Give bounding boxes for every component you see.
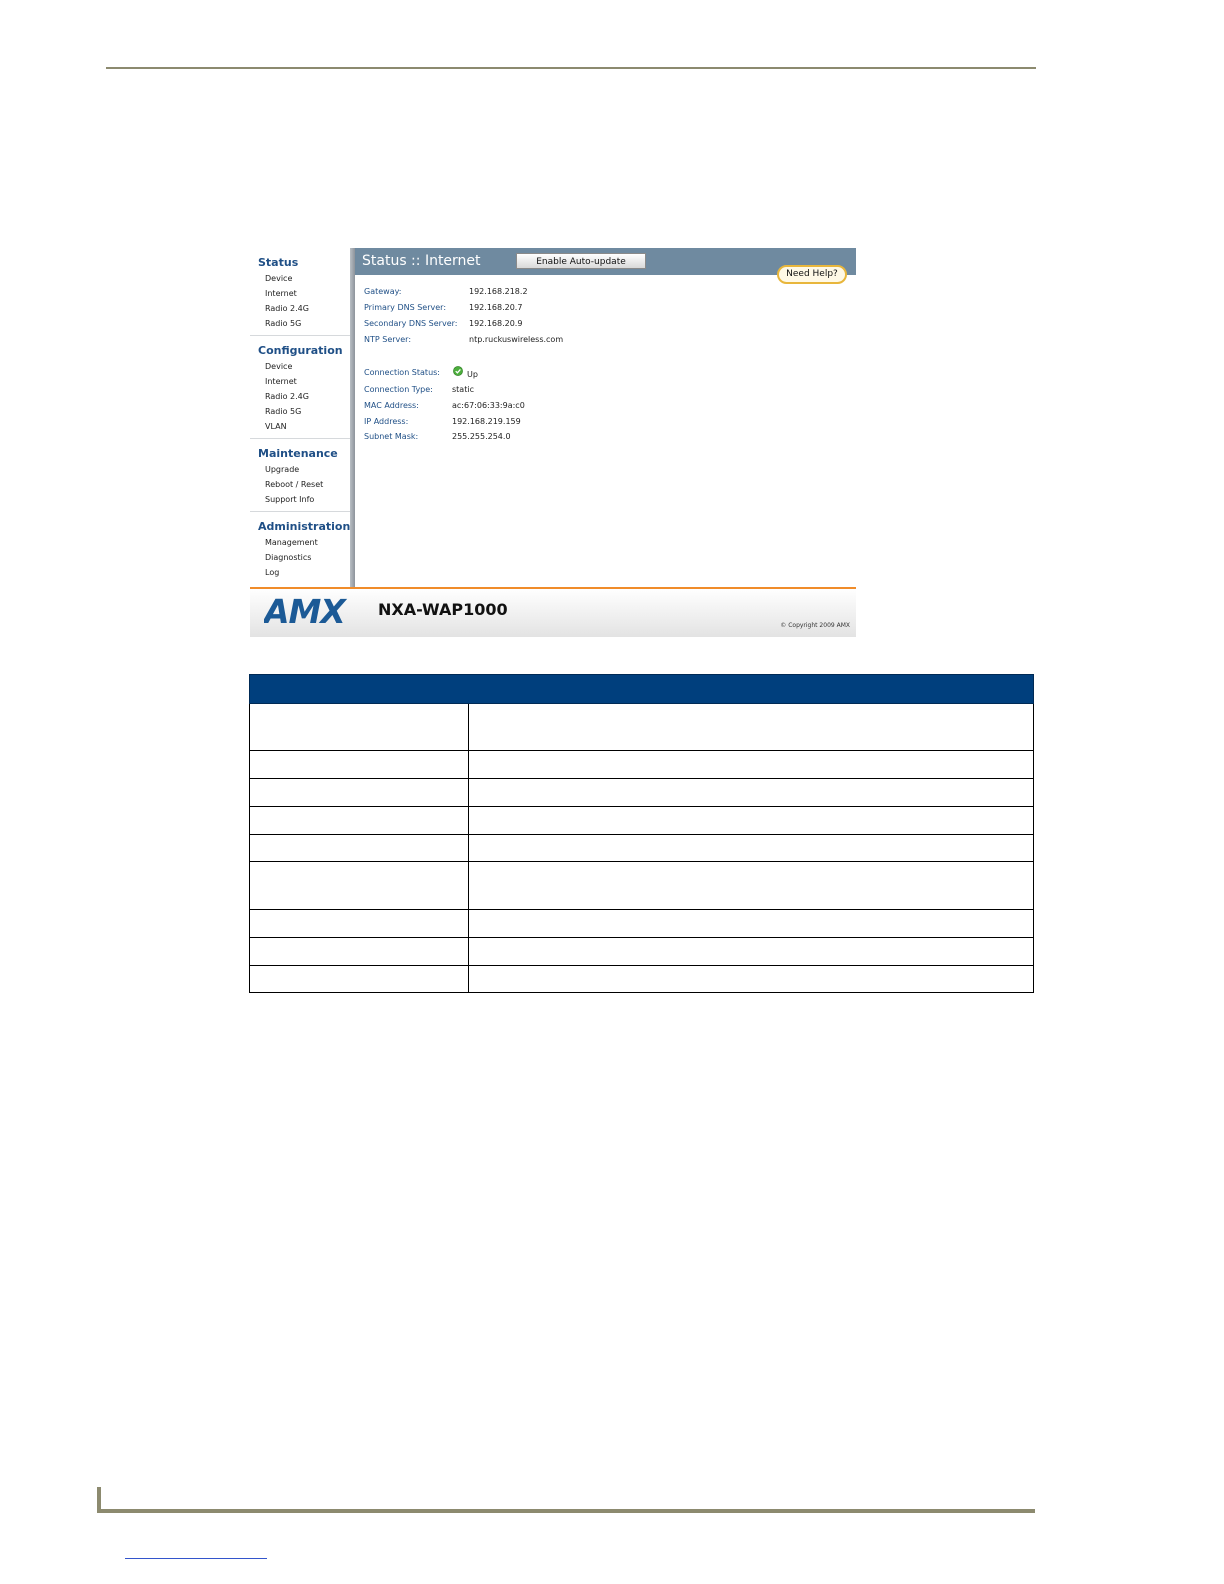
- table-row: [249, 938, 1034, 966]
- device-model: NXA-WAP1000: [378, 600, 508, 619]
- ip-address-label: IP Address:: [364, 417, 409, 426]
- connection-status-label: Connection Status:: [364, 368, 440, 377]
- footer-link-underline[interactable]: [125, 1558, 267, 1559]
- table-header: [249, 674, 1034, 704]
- nav-item-upgrade[interactable]: Upgrade: [265, 465, 300, 474]
- page-header-rule: [106, 67, 1036, 69]
- table-row: [249, 862, 1034, 910]
- nav-item-config-radio-24g[interactable]: Radio 2.4G: [265, 392, 309, 401]
- page-footer-rule: [97, 1509, 1035, 1513]
- secondary-dns-label: Secondary DNS Server:: [364, 319, 458, 328]
- connection-status-value: Up: [467, 370, 478, 379]
- nav-item-config-device[interactable]: Device: [265, 362, 293, 371]
- gateway-value: 192.168.218.2: [469, 287, 528, 296]
- subnet-mask-value: 255.255.254.0: [452, 432, 511, 441]
- nav-heading-configuration[interactable]: Configuration: [258, 344, 343, 357]
- nav-divider: [250, 335, 350, 336]
- secondary-dns-value: 192.168.20.9: [469, 319, 523, 328]
- ip-address-value: 192.168.219.159: [452, 417, 521, 426]
- ui-footer: [250, 589, 856, 637]
- nav-group-status: [258, 255, 309, 331]
- primary-dns-value: 192.168.20.7: [469, 303, 523, 312]
- table-row: [249, 704, 1034, 751]
- nav-item-log[interactable]: Log: [265, 568, 280, 577]
- nav-heading-administration[interactable]: Administration: [258, 520, 351, 533]
- mac-address-label: MAC Address:: [364, 401, 419, 410]
- nav-item-status-radio-24g[interactable]: Radio 2.4G: [265, 304, 309, 313]
- mac-address-value: ac:67:06:33:9a:c0: [452, 401, 525, 410]
- nav-item-status-internet[interactable]: Internet: [265, 289, 297, 298]
- nav-item-config-radio-5g[interactable]: Radio 5G: [265, 407, 302, 416]
- amx-logo: [264, 594, 368, 628]
- ntp-server-label: NTP Server:: [364, 335, 412, 344]
- connection-type-label: Connection Type:: [364, 385, 433, 394]
- nav-heading-maintenance[interactable]: Maintenance: [258, 447, 338, 460]
- nav-item-config-vlan[interactable]: VLAN: [265, 422, 287, 431]
- table-row: [249, 779, 1034, 807]
- table-row: [249, 751, 1034, 779]
- page-title: Status :: Internet: [362, 253, 481, 269]
- nav-item-diagnostics[interactable]: Diagnostics: [265, 553, 312, 562]
- nav-item-status-device[interactable]: Device: [265, 274, 293, 283]
- amx-logo-text: AMX: [264, 594, 345, 628]
- copyright-text: © Copyright 2009 AMX: [780, 622, 850, 629]
- gateway-label: Gateway:: [364, 287, 402, 296]
- nav-item-support-info[interactable]: Support Info: [265, 495, 315, 504]
- table-row: [249, 910, 1034, 938]
- nav-divider: [250, 511, 350, 512]
- status-ok-icon: [453, 366, 463, 376]
- content-panel: [355, 248, 856, 589]
- nav-heading-status[interactable]: Status: [258, 256, 299, 269]
- nav-item-reboot-reset[interactable]: Reboot / Reset: [265, 480, 324, 489]
- nav-group-maintenance: [258, 446, 338, 507]
- nav-item-status-radio-5g[interactable]: Radio 5G: [265, 319, 302, 328]
- nav-item-management[interactable]: Management: [265, 538, 318, 547]
- need-help-button[interactable]: Need Help?: [777, 265, 847, 284]
- nav-group-administration: [258, 519, 350, 580]
- primary-dns-label: Primary DNS Server:: [364, 303, 447, 312]
- nav-divider: [250, 438, 350, 439]
- connection-type-value: static: [452, 385, 474, 394]
- ui-screenshot: [250, 248, 856, 637]
- nav-group-configuration: [258, 343, 343, 434]
- ntp-server-value: ntp.ruckuswireless.com: [469, 335, 564, 344]
- table-row: [249, 835, 1034, 862]
- subnet-mask-label: Subnet Mask:: [364, 432, 419, 441]
- enable-auto-update-button[interactable]: Enable Auto-update: [516, 253, 646, 269]
- nav-item-config-internet[interactable]: Internet: [265, 377, 297, 386]
- sidebar-nav: [250, 248, 350, 589]
- table-row: [249, 807, 1034, 835]
- table-row: [249, 966, 1034, 993]
